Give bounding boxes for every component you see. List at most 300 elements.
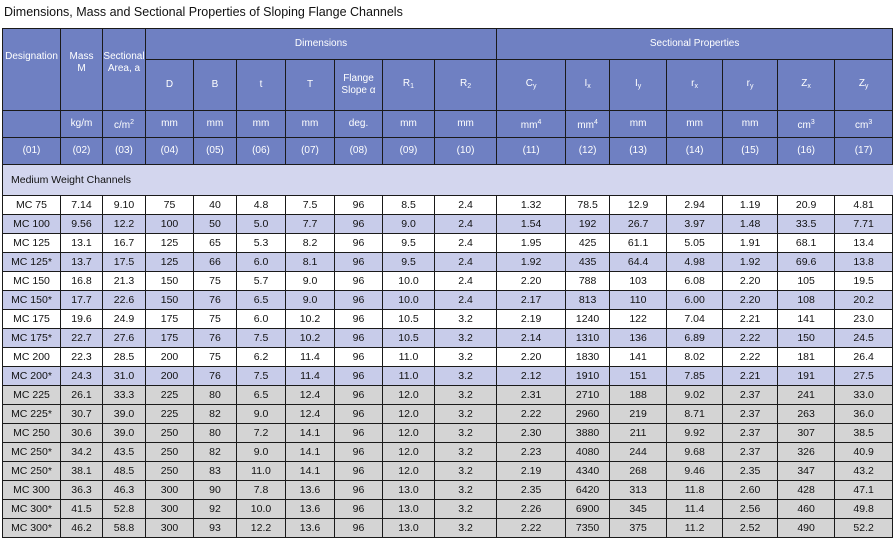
unit-R2: mm bbox=[435, 111, 497, 138]
table-cell: 5.0 bbox=[237, 215, 286, 234]
table-cell: 26.4 bbox=[835, 348, 893, 367]
table-cell: 2.94 bbox=[667, 196, 723, 215]
table-cell: 13.7 bbox=[61, 253, 103, 272]
table-cell: 22.7 bbox=[61, 329, 103, 348]
unit-R1: mm bbox=[383, 111, 435, 138]
header-Zy-sym: Z bbox=[858, 77, 865, 89]
table-cell: 300 bbox=[146, 519, 194, 538]
column-number: (09) bbox=[383, 138, 435, 165]
table-cell: 16.8 bbox=[61, 272, 103, 291]
table-cell: 788 bbox=[566, 272, 610, 291]
table-cell: 49.8 bbox=[835, 500, 893, 519]
table-cell: 96 bbox=[335, 196, 383, 215]
table-cell: 200 bbox=[146, 348, 194, 367]
table-cell: 4080 bbox=[566, 443, 610, 462]
table-cell: 33.5 bbox=[778, 215, 835, 234]
table-cell: 268 bbox=[610, 462, 667, 481]
header-t: t bbox=[237, 60, 286, 111]
table-cell: 64.4 bbox=[610, 253, 667, 272]
table-cell: 7.04 bbox=[667, 310, 723, 329]
designation-cell: MC 250* bbox=[3, 462, 61, 481]
header-row-units bbox=[3, 111, 893, 138]
table-cell: 7.71 bbox=[835, 215, 893, 234]
header-group-dimensions: Dimensions bbox=[146, 29, 497, 60]
table-cell: 43.2 bbox=[835, 462, 893, 481]
table-cell: 28.5 bbox=[103, 348, 146, 367]
table-cell: 96 bbox=[335, 329, 383, 348]
table-cell: 96 bbox=[335, 348, 383, 367]
designation-cell: MC 150* bbox=[3, 291, 61, 310]
table-cell: 1.32 bbox=[497, 196, 566, 215]
table-cell: 9.56 bbox=[61, 215, 103, 234]
table-cell: 1.92 bbox=[723, 253, 778, 272]
designation-cell: MC 150 bbox=[3, 272, 61, 291]
table-cell: 2.26 bbox=[497, 500, 566, 519]
table-cell: 125 bbox=[146, 253, 194, 272]
unit-Ix-text: mm bbox=[577, 119, 594, 131]
table-cell: 41.5 bbox=[61, 500, 103, 519]
table-cell: 7.5 bbox=[237, 329, 286, 348]
table-cell: 26.1 bbox=[61, 386, 103, 405]
table-cell: 2960 bbox=[566, 405, 610, 424]
table-cell: 100 bbox=[146, 215, 194, 234]
channel-properties-table bbox=[2, 28, 893, 538]
table-cell: 7.85 bbox=[667, 367, 723, 386]
table-cell: 13.0 bbox=[383, 481, 435, 500]
table-cell: 150 bbox=[778, 329, 835, 348]
table-cell: 2.4 bbox=[435, 215, 497, 234]
table-cell: 6420 bbox=[566, 481, 610, 500]
table-cell: 11.4 bbox=[286, 348, 335, 367]
unit-Cy bbox=[497, 111, 566, 138]
section-row bbox=[3, 165, 893, 196]
column-number: (02) bbox=[61, 138, 103, 165]
unit-area-text: c/m bbox=[113, 119, 131, 131]
header-area bbox=[103, 29, 146, 111]
table-cell: 17.7 bbox=[61, 291, 103, 310]
table-cell: 326 bbox=[778, 443, 835, 462]
table-cell: 250 bbox=[146, 462, 194, 481]
column-number: (05) bbox=[194, 138, 237, 165]
table-cell: 14.1 bbox=[286, 462, 335, 481]
table-cell: 3.2 bbox=[435, 424, 497, 443]
table-cell: 435 bbox=[566, 253, 610, 272]
table-cell: 347 bbox=[778, 462, 835, 481]
header-slope-label2: Slope α bbox=[341, 85, 376, 96]
table-cell: 22.3 bbox=[61, 348, 103, 367]
table-cell: 122 bbox=[610, 310, 667, 329]
table-cell: 2.20 bbox=[723, 272, 778, 291]
table-cell: 96 bbox=[335, 481, 383, 500]
page-title: Dimensions, Mass and Sectional Properties of Sloping Flange Channels bbox=[4, 5, 403, 19]
designation-cell: MC 250 bbox=[3, 424, 61, 443]
table-cell: 125 bbox=[146, 234, 194, 253]
table-cell: 5.7 bbox=[237, 272, 286, 291]
table-cell: 80 bbox=[194, 386, 237, 405]
table-cell: 13.6 bbox=[286, 481, 335, 500]
designation-cell: MC 175* bbox=[3, 329, 61, 348]
table-cell: 2.17 bbox=[497, 291, 566, 310]
header-Ix-sym: I bbox=[584, 77, 588, 89]
table-cell: 2.37 bbox=[723, 443, 778, 462]
table-cell: 33.0 bbox=[835, 386, 893, 405]
table-cell: 813 bbox=[566, 291, 610, 310]
table-cell: 10.0 bbox=[383, 291, 435, 310]
table-cell: 6.08 bbox=[667, 272, 723, 291]
unit-Iy: mm bbox=[610, 111, 667, 138]
table-cell: 24.9 bbox=[103, 310, 146, 329]
table-cell: 22.6 bbox=[103, 291, 146, 310]
header-Cy-sym: C bbox=[525, 77, 533, 89]
header-B: B bbox=[194, 60, 237, 111]
table-cell: 9.0 bbox=[237, 405, 286, 424]
table-cell: 425 bbox=[566, 234, 610, 253]
table-cell: 1240 bbox=[566, 310, 610, 329]
unit-Zx bbox=[778, 111, 835, 138]
table-cell: 2.4 bbox=[435, 234, 497, 253]
table-cell: 12.4 bbox=[286, 386, 335, 405]
header-R2 bbox=[435, 60, 497, 111]
table-cell: 13.4 bbox=[835, 234, 893, 253]
table-row bbox=[3, 291, 893, 310]
header-row-groups bbox=[3, 29, 893, 60]
table-cell: 8.1 bbox=[286, 253, 335, 272]
unit-designation bbox=[3, 111, 61, 138]
designation-cell: MC 125* bbox=[3, 253, 61, 272]
table-cell: 7.14 bbox=[61, 196, 103, 215]
column-number: (04) bbox=[146, 138, 194, 165]
table-cell: 6.00 bbox=[667, 291, 723, 310]
header-Zy bbox=[835, 60, 893, 111]
table-cell: 2.20 bbox=[723, 291, 778, 310]
header-R1 bbox=[383, 60, 435, 111]
table-cell: 10.2 bbox=[286, 329, 335, 348]
table-cell: 38.1 bbox=[61, 462, 103, 481]
table-cell: 188 bbox=[610, 386, 667, 405]
table-cell: 36.3 bbox=[61, 481, 103, 500]
header-Cy bbox=[497, 60, 566, 111]
table-cell: 96 bbox=[335, 405, 383, 424]
unit-Ix-sup: 4 bbox=[593, 118, 598, 126]
designation-cell: MC 225* bbox=[3, 405, 61, 424]
header-rx-sym: r bbox=[691, 77, 695, 89]
unit-Ix bbox=[566, 111, 610, 138]
table-cell: 300 bbox=[146, 500, 194, 519]
table-cell: 11.4 bbox=[667, 500, 723, 519]
header-Ix bbox=[566, 60, 610, 111]
unit-T: mm bbox=[286, 111, 335, 138]
table-cell: 43.5 bbox=[103, 443, 146, 462]
header-R1-sym: R bbox=[402, 77, 411, 89]
table-cell: 12.0 bbox=[383, 405, 435, 424]
table-cell: 12.0 bbox=[383, 443, 435, 462]
table-cell: 2.22 bbox=[723, 329, 778, 348]
table-cell: 6.0 bbox=[237, 310, 286, 329]
table-cell: 191 bbox=[778, 367, 835, 386]
table-cell: 3880 bbox=[566, 424, 610, 443]
column-number: (14) bbox=[667, 138, 723, 165]
unit-Zx-text: cm bbox=[797, 119, 811, 131]
header-Zy-sub: y bbox=[864, 82, 869, 90]
table-cell: 211 bbox=[610, 424, 667, 443]
table-cell: 1.91 bbox=[723, 234, 778, 253]
table-row bbox=[3, 424, 893, 443]
table-cell: 76 bbox=[194, 329, 237, 348]
table-cell: 65 bbox=[194, 234, 237, 253]
table-cell: 10.5 bbox=[383, 310, 435, 329]
table-cell: 96 bbox=[335, 519, 383, 538]
table-cell: 96 bbox=[335, 424, 383, 443]
table-row bbox=[3, 519, 893, 538]
header-mass-symbol: M bbox=[77, 63, 86, 74]
table-cell: 4.98 bbox=[667, 253, 723, 272]
designation-cell: MC 300* bbox=[3, 500, 61, 519]
column-number: (03) bbox=[103, 138, 146, 165]
table-cell: 78.5 bbox=[566, 196, 610, 215]
table-cell: 7.5 bbox=[286, 196, 335, 215]
table-cell: 2.56 bbox=[723, 500, 778, 519]
header-Cy-sub: y bbox=[532, 82, 537, 90]
table-cell: 52.8 bbox=[103, 500, 146, 519]
table-cell: 2.4 bbox=[435, 253, 497, 272]
table-cell: 93 bbox=[194, 519, 237, 538]
table-cell: 7.2 bbox=[237, 424, 286, 443]
table-cell: 2.37 bbox=[723, 424, 778, 443]
designation-cell: MC 75 bbox=[3, 196, 61, 215]
table-cell: 4.8 bbox=[237, 196, 286, 215]
column-number: (17) bbox=[835, 138, 893, 165]
table-cell: 2.52 bbox=[723, 519, 778, 538]
header-R1-sub: 1 bbox=[410, 82, 415, 90]
table-row bbox=[3, 329, 893, 348]
column-number: (16) bbox=[778, 138, 835, 165]
table-cell: 105 bbox=[778, 272, 835, 291]
table-cell: 17.5 bbox=[103, 253, 146, 272]
table-row bbox=[3, 234, 893, 253]
table-cell: 5.3 bbox=[237, 234, 286, 253]
table-cell: 181 bbox=[778, 348, 835, 367]
table-cell: 24.5 bbox=[835, 329, 893, 348]
table-cell: 83 bbox=[194, 462, 237, 481]
unit-slope: deg. bbox=[335, 111, 383, 138]
table-cell: 300 bbox=[146, 481, 194, 500]
table-row bbox=[3, 462, 893, 481]
unit-ry: mm bbox=[723, 111, 778, 138]
table-cell: 2.21 bbox=[723, 367, 778, 386]
header-designation: Designation bbox=[3, 29, 61, 111]
unit-Cy-sup: 4 bbox=[537, 118, 542, 126]
table-cell: 96 bbox=[335, 215, 383, 234]
column-number: (07) bbox=[286, 138, 335, 165]
table-cell: 21.3 bbox=[103, 272, 146, 291]
table-cell: 2.19 bbox=[497, 462, 566, 481]
table-cell: 10.0 bbox=[383, 272, 435, 291]
designation-cell: MC 200* bbox=[3, 367, 61, 386]
header-slope bbox=[335, 60, 383, 111]
table-cell: 1830 bbox=[566, 348, 610, 367]
unit-B: mm bbox=[194, 111, 237, 138]
table-cell: 3.2 bbox=[435, 386, 497, 405]
table-cell: 19.6 bbox=[61, 310, 103, 329]
table-cell: 14.1 bbox=[286, 443, 335, 462]
table-cell: 50 bbox=[194, 215, 237, 234]
table-cell: 27.6 bbox=[103, 329, 146, 348]
table-cell: 9.5 bbox=[383, 253, 435, 272]
header-Zx bbox=[778, 60, 835, 111]
table-row bbox=[3, 443, 893, 462]
table-cell: 96 bbox=[335, 500, 383, 519]
header-mass-label: Mass bbox=[69, 51, 94, 62]
table-cell: 9.92 bbox=[667, 424, 723, 443]
table-cell: 108 bbox=[778, 291, 835, 310]
table-cell: 16.7 bbox=[103, 234, 146, 253]
table-cell: 96 bbox=[335, 386, 383, 405]
header-slope-label: Flange bbox=[343, 73, 374, 84]
table-cell: 2.22 bbox=[497, 519, 566, 538]
table-cell: 7350 bbox=[566, 519, 610, 538]
table-cell: 13.1 bbox=[61, 234, 103, 253]
table-cell: 7.7 bbox=[286, 215, 335, 234]
table-cell: 103 bbox=[610, 272, 667, 291]
table-cell: 13.6 bbox=[286, 519, 335, 538]
table-cell: 136 bbox=[610, 329, 667, 348]
table-cell: 2.35 bbox=[497, 481, 566, 500]
table-cell: 9.0 bbox=[286, 272, 335, 291]
table-cell: 11.0 bbox=[383, 367, 435, 386]
table-cell: 14.1 bbox=[286, 424, 335, 443]
table-cell: 375 bbox=[610, 519, 667, 538]
unit-t: mm bbox=[237, 111, 286, 138]
table-cell: 27.5 bbox=[835, 367, 893, 386]
table-cell: 40 bbox=[194, 196, 237, 215]
table-cell: 2.35 bbox=[723, 462, 778, 481]
table-cell: 11.0 bbox=[383, 348, 435, 367]
table-cell: 39.0 bbox=[103, 424, 146, 443]
unit-Zy-sup: 3 bbox=[868, 118, 873, 126]
table-row bbox=[3, 367, 893, 386]
header-ry-sym: r bbox=[746, 77, 751, 89]
table-cell: 76 bbox=[194, 291, 237, 310]
header-Ix-sub: x bbox=[587, 82, 591, 90]
unit-Zx-sup: 3 bbox=[810, 118, 815, 126]
unit-Zy bbox=[835, 111, 893, 138]
table-cell: 2.30 bbox=[497, 424, 566, 443]
table-row bbox=[3, 310, 893, 329]
table-cell: 8.5 bbox=[383, 196, 435, 215]
table-cell: 13.6 bbox=[286, 500, 335, 519]
table-cell: 9.0 bbox=[237, 443, 286, 462]
table-cell: 200 bbox=[146, 367, 194, 386]
table-cell: 75 bbox=[146, 196, 194, 215]
table-cell: 19.5 bbox=[835, 272, 893, 291]
header-Iy-sub: y bbox=[637, 82, 642, 90]
table-cell: 219 bbox=[610, 405, 667, 424]
table-cell: 12.0 bbox=[383, 462, 435, 481]
table-cell: 96 bbox=[335, 443, 383, 462]
table-cell: 2.4 bbox=[435, 196, 497, 215]
table-cell: 12.0 bbox=[383, 386, 435, 405]
table-cell: 1.54 bbox=[497, 215, 566, 234]
table-cell: 3.2 bbox=[435, 329, 497, 348]
table-cell: 2.4 bbox=[435, 291, 497, 310]
header-row-column-numbers bbox=[3, 138, 893, 165]
designation-cell: MC 125 bbox=[3, 234, 61, 253]
table-cell: 9.02 bbox=[667, 386, 723, 405]
table-cell: 4.81 bbox=[835, 196, 893, 215]
table-cell: 345 bbox=[610, 500, 667, 519]
header-ry bbox=[723, 60, 778, 111]
table-row bbox=[3, 272, 893, 291]
table-cell: 10.5 bbox=[383, 329, 435, 348]
table-cell: 20.9 bbox=[778, 196, 835, 215]
unit-area-sup: 2 bbox=[130, 118, 134, 126]
table-cell: 263 bbox=[778, 405, 835, 424]
table-cell: 9.68 bbox=[667, 443, 723, 462]
unit-Cy-text: mm bbox=[520, 119, 538, 131]
header-ry-sub: y bbox=[750, 82, 754, 90]
table-cell: 3.97 bbox=[667, 215, 723, 234]
section-title: Medium Weight Channels bbox=[3, 165, 893, 196]
table-cell: 150 bbox=[146, 272, 194, 291]
table-cell: 39.0 bbox=[103, 405, 146, 424]
table-cell: 61.1 bbox=[610, 234, 667, 253]
designation-cell: MC 250* bbox=[3, 443, 61, 462]
table-cell: 3.2 bbox=[435, 310, 497, 329]
table-cell: 6900 bbox=[566, 500, 610, 519]
table-cell: 3.2 bbox=[435, 481, 497, 500]
table-cell: 192 bbox=[566, 215, 610, 234]
table-row bbox=[3, 500, 893, 519]
table-cell: 2.19 bbox=[497, 310, 566, 329]
table-cell: 34.2 bbox=[61, 443, 103, 462]
table-cell: 2.12 bbox=[497, 367, 566, 386]
table-cell: 1.48 bbox=[723, 215, 778, 234]
designation-cell: MC 100 bbox=[3, 215, 61, 234]
table-cell: 151 bbox=[610, 367, 667, 386]
table-cell: 47.1 bbox=[835, 481, 893, 500]
table-cell: 9.10 bbox=[103, 196, 146, 215]
table-cell: 6.2 bbox=[237, 348, 286, 367]
table-cell: 250 bbox=[146, 443, 194, 462]
unit-mass: kg/m bbox=[61, 111, 103, 138]
table-cell: 9.5 bbox=[383, 234, 435, 253]
table-cell: 2.21 bbox=[723, 310, 778, 329]
table-cell: 7.5 bbox=[237, 367, 286, 386]
table-cell: 24.3 bbox=[61, 367, 103, 386]
table-cell: 3.2 bbox=[435, 367, 497, 386]
table-cell: 12.2 bbox=[103, 215, 146, 234]
table-cell: 2.37 bbox=[723, 405, 778, 424]
table-cell: 68.1 bbox=[778, 234, 835, 253]
table-cell: 20.2 bbox=[835, 291, 893, 310]
table-cell: 82 bbox=[194, 443, 237, 462]
table-cell: 6.5 bbox=[237, 291, 286, 310]
table-cell: 5.05 bbox=[667, 234, 723, 253]
unit-area bbox=[103, 111, 146, 138]
column-number: (13) bbox=[610, 138, 667, 165]
table-cell: 1.95 bbox=[497, 234, 566, 253]
table-cell: 23.0 bbox=[835, 310, 893, 329]
table-cell: 460 bbox=[778, 500, 835, 519]
table-cell: 10.0 bbox=[237, 500, 286, 519]
table-row bbox=[3, 348, 893, 367]
table-cell: 175 bbox=[146, 310, 194, 329]
table-cell: 82 bbox=[194, 405, 237, 424]
table-cell: 2.4 bbox=[435, 272, 497, 291]
designation-cell: MC 225 bbox=[3, 386, 61, 405]
table-cell: 141 bbox=[778, 310, 835, 329]
header-area-symbol: Area, a bbox=[107, 63, 141, 74]
